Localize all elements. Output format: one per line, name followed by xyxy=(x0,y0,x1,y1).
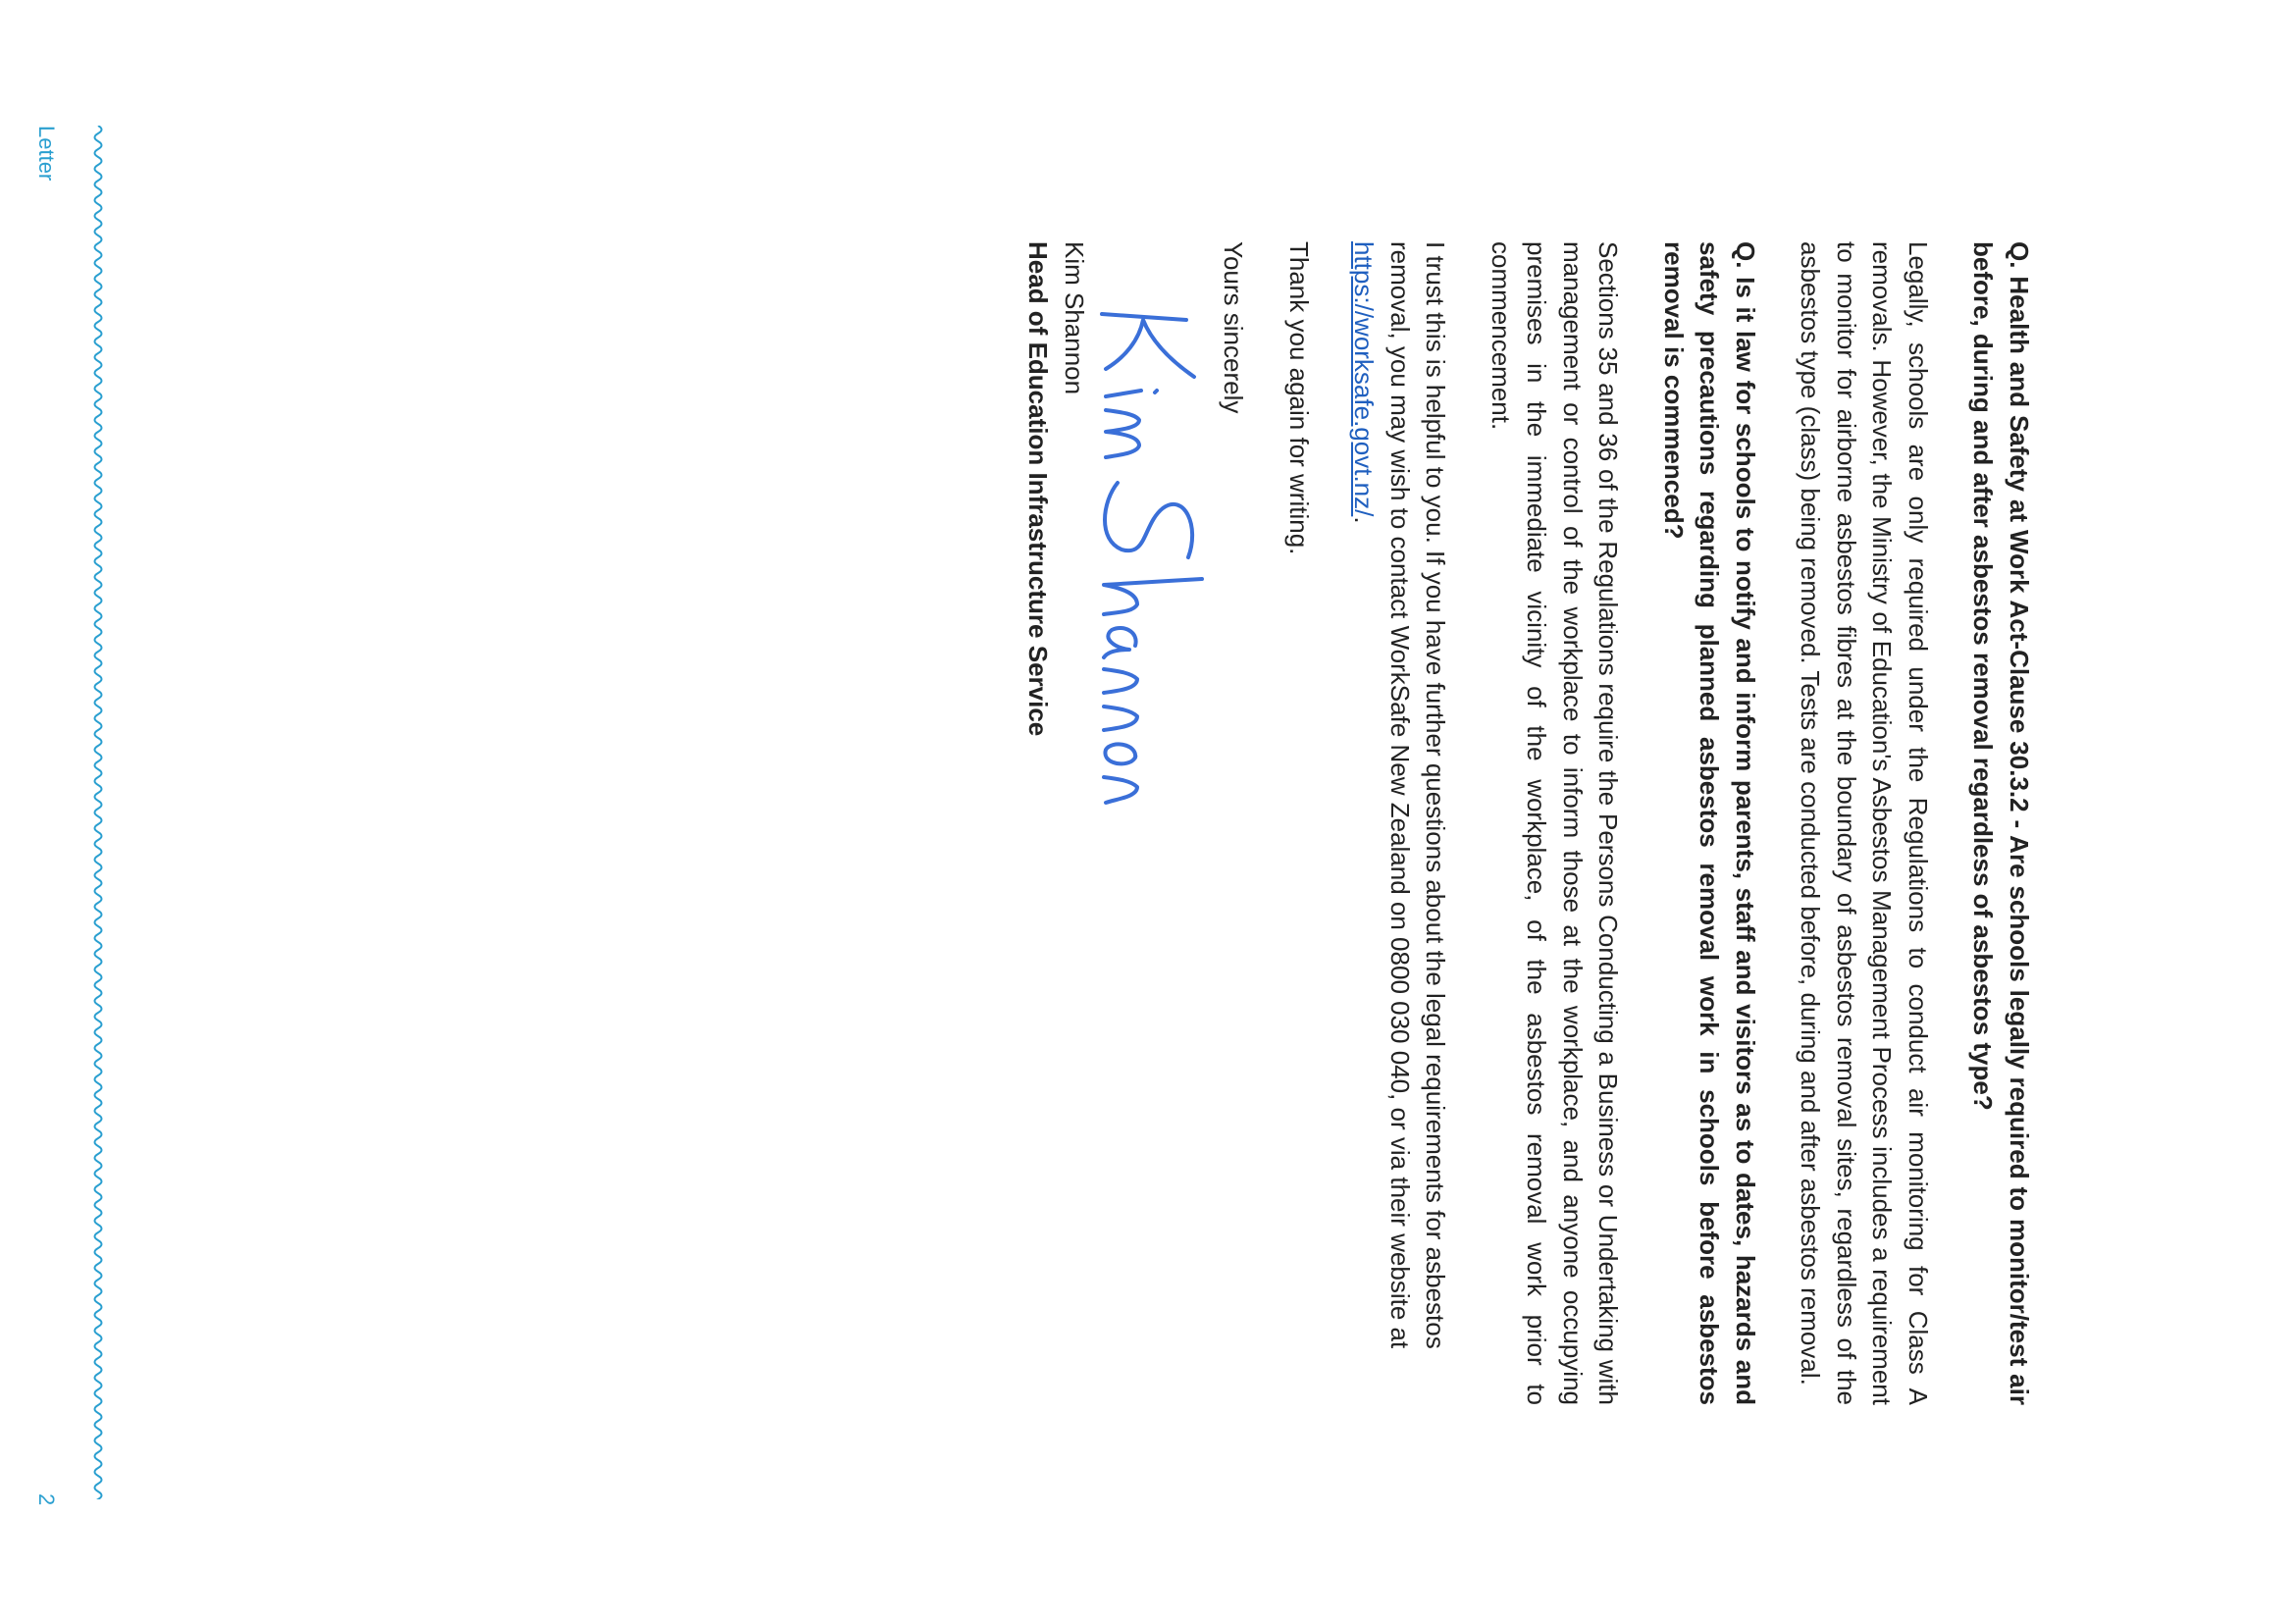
helpful-paragraph xyxy=(1346,241,1454,1405)
letter-body xyxy=(1020,241,2037,1405)
question-air-monitoring: Q. Health and Safety at Work Act-Clause 30.3.2 - Are schools legally required to monitor/test air before, during and after asbestos removal regardless of asbestos type? xyxy=(1968,241,2034,1405)
footer-wave-divider xyxy=(90,126,106,1499)
handwritten-signature xyxy=(1092,300,1208,811)
page-number: 2 xyxy=(34,1493,59,1506)
signatory-name: Kim Shannon xyxy=(1060,241,1089,395)
question-notification: Q. Is it law for schools to notify and inform parents, staff and visitors as to dates, hazards and safety precautions regarding planned asbestos removal work in schools before asbestos removal is commenced? xyxy=(1659,241,1760,1405)
answer-air-monitoring: Legally, schools are only required under the Regulations to conduct air monitoring for Class A removals. However, the Ministry of Education's Asbestos Management Process includes a requirement to monitor for airborne asbestos fibres at the boundary of asbestos removal sites, regardless of the asbestos type (class) being removed. Tests are conducted before, during and after asbestos removal. xyxy=(1796,241,1933,1405)
answer-notification: Sections 35 and 36 of the Regulations require the Persons Conducting a Business or Undertaking with management or control of the workplace to inform those at the workplace, and anyone occupying premises in the immediate vicinity of the workplace, of the asbestos removal work prior to commencement. xyxy=(1487,241,1624,1405)
closing-line: Yours sincerely xyxy=(1219,241,1249,414)
helpful-after: . xyxy=(1349,516,1380,524)
helpful-text: I trust this is helpful to you. If you have further questions about the legal requirements for asbestos removal, you may wish to contact WorkSafe New Zealand on 0800 030 040, or via their website at xyxy=(1385,241,1451,1349)
worksafe-link[interactable]: https://worksafe.govt.nz/ xyxy=(1349,241,1380,517)
signatory-title: Head of Education Infrastructure Service xyxy=(1023,241,1054,737)
footer-letter-label: Letter xyxy=(34,126,59,182)
thanks-line: Thank you again for writing. xyxy=(1284,241,1314,555)
